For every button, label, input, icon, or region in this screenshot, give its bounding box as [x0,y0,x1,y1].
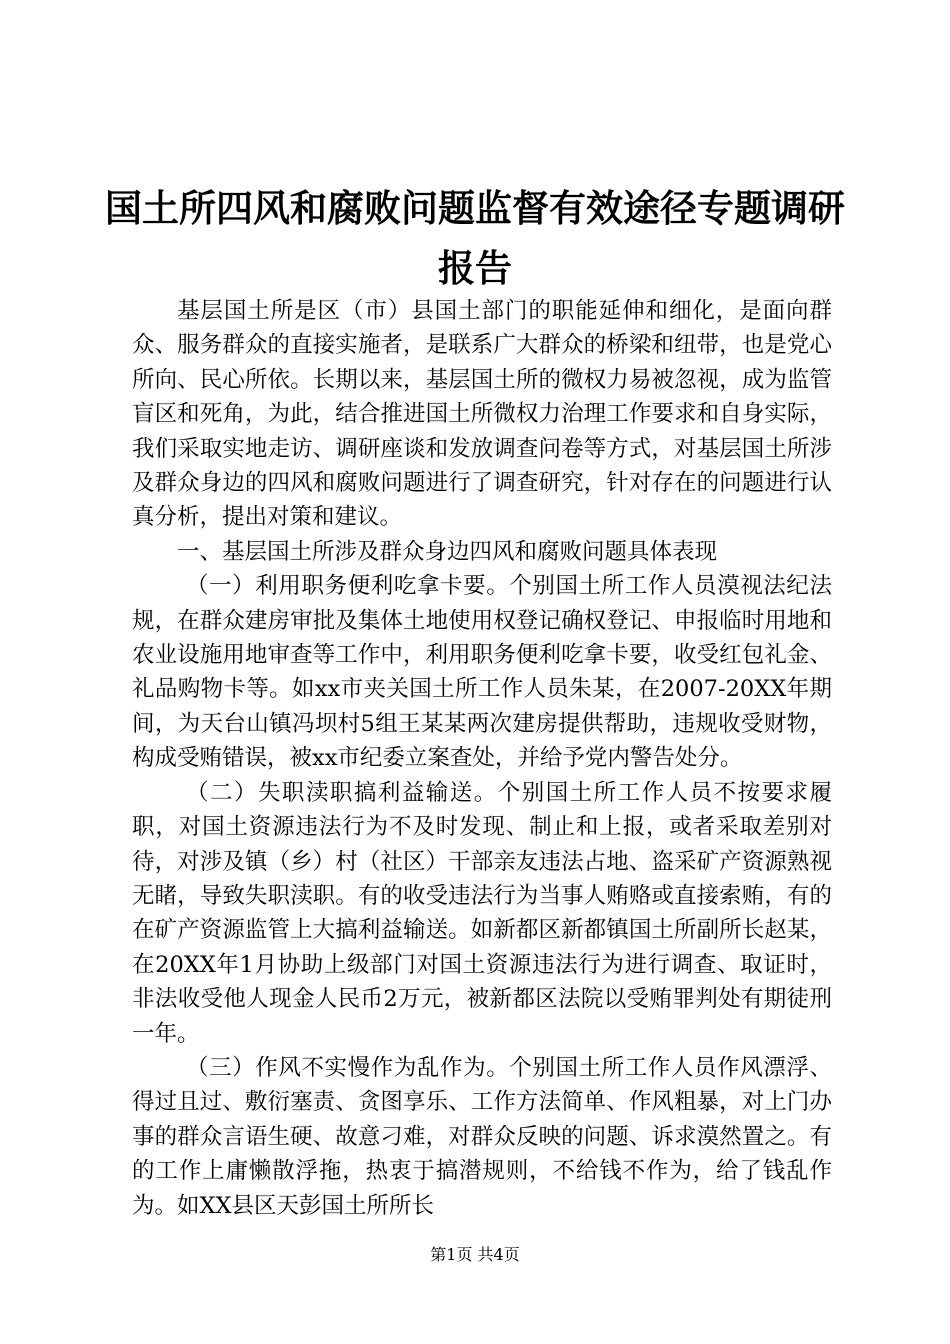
document-body [132,294,832,1223]
document-title-line2: 报告 [438,246,512,290]
paragraph-intro: 基层国土所是区（市）县国土部门的职能延伸和细化，是面向群众、服务群众的直接实施者，是联系广大群众的桥梁和纽带，也是党心所向、民心所依。长期以来，基层国土所的微权力易被忽视，成为监管盲区和死角，为此，结合推进国土所微权力治理工作要求和自身实际，我们采取实地走访、调研座谈和发放调查问卷等方式，对基层国土所涉及群众身边的四风和腐败问题进行了调查研究，针对存在的问题进行认真分析，提出对策和建议。 [132,298,832,531]
section-heading-1: 一、基层国土所涉及群众身边四风和腐败问题具体表现 [177,538,718,565]
paragraph-subsection-2: （二）失职渎职搞利益输送。个别国土所工作人员不按要求履职，对国土资源违法行为不及时发现、制止和上报，或者采取差别对待，对涉及镇（乡）村（社区）干部亲友违法占地、盗采矿产资源熟视无睹，导致失职渎职。有的收受违法行为当事人贿赂或直接索贿，有的在矿产资源监管上大搞利益输送。如新都区新都镇国土所副所长赵某，在20XX年1月协助上级部门对国土资源违法行为进行调查、取证时，非法收受他人现金人民币2万元，被新都区法院以受贿罪判处有期徒刑一年。 [132,779,832,1047]
paragraph-subsection-1: （一）利用职务便利吃拿卡要。个别国土所工作人员漠视法纪法规，在群众建房审批及集体土地使用权登记确权登记、申报临时用地和农业设施用地审查等工作中，利用职务便利吃拿卡要，收受红包礼金、礼品购物卡等。如xx市夹关国土所工作人员朱某，在2007-20XX年期间，为天台山镇冯坝村5组王某某两次建房提供帮助，违规收受财物，构成受贿错误，被xx市纪委立案查处，并给予党内警告处分。 [132,573,832,772]
page-footer: 第1页 共4页 [430,1245,520,1264]
document-title-line1: 国土所四风和腐败问题监督有效途径专题调研 [105,186,845,230]
paragraph-subsection-3: （三）作风不实慢作为乱作为。个别国土所工作人员作风漂浮、得过且过、敷衍塞责、贪图享乐、工作方法简单、作风粗暴，对上门办事的群众言语生硬、故意刁难，对群众反映的问题、诉求漠然置之。有的工作上庸懒散浮拖，热衷于搞潜规则，不给钱不作为，给了钱乱作为。如XX县区天彭国土所所长 [132,1054,832,1219]
